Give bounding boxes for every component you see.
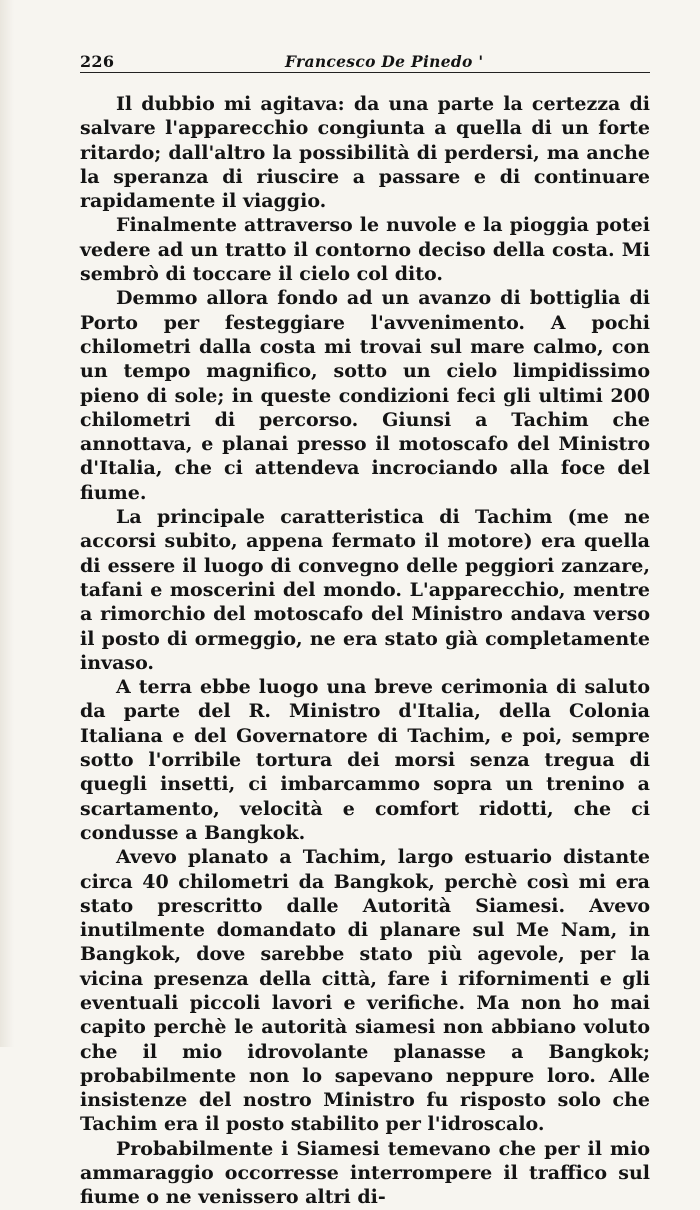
running-title: Francesco De Pinedo ': [285, 52, 484, 71]
paragraph: Avevo planato a Tachim, largo estuario distante circa 40 chilometri da Bangkok, perchè così mi era stato prescritto dalle Autorità Siamesi. Avevo inutilmente domandato di planare sul Me Nam, in Bangkok, dove sarebbe stato più agevole, per la vicina presenza della città, fare i rifornimenti e gli eventuali piccoli lavori e verifiche. Ma non ho mai capito perchè le autorità siamesi non abbiano voluto che il mio idrovolante planasse a Bangkok; probabilmente non lo sapevano neppure loro. Alle insistenze del nostro Ministro fu risposto solo che Tachim era il posto stabilito per l'idroscalo.: [80, 846, 650, 1136]
paragraph: A terra ebbe luogo una breve cerimonia di saluto da parte del R. Ministro d'Italia, della Colonia Italiana e del Governatore di Tachim, e poi, sempre sotto l'orribile tortura dei morsi senza tregua di quegli insetti, ci imbarcammo sopra un trenino a scartamento, velocità e comfort ridotti, che ci condusse a Bangkok.: [80, 676, 650, 844]
paragraph: La principale caratteristica di Tachim (me ne accorsi subito, appena fermato il motore) era quella di essere il luogo di convegno delle peggiori zanzare, tafani e moscerini del mondo. L'apparecchio, mentre a rimorchio del motoscafo del Ministro andava verso il posto di ormeggio, ne era stato già completamente invaso.: [80, 506, 650, 674]
header-rule: [80, 72, 650, 73]
page-number: 226: [80, 52, 115, 71]
paragraph: Il dubbio mi agitava: da una parte la certezza di salvare l'apparecchio congiunta a quella di un forte ritardo; dall'altro la possibilità di perdersi, ma anche la speranza di riuscire a passare e di continuare rapidamente il viaggio.: [80, 93, 650, 213]
running-head: [80, 50, 650, 74]
paragraph: Finalmente attraverso le nuvole e la pioggia potei vedere ad un tratto il contorno deciso della costa. Mi sembrò di toccare il cielo col dito.: [80, 214, 650, 286]
paragraph: Probabilmente i Siamesi temevano che per il mio ammaraggio occorresse interrompere il traffico sul fiume o ne venissero altri di-: [80, 1137, 650, 1209]
paragraph: Demmo allora fondo ad un avanzo di bottiglia di Porto per festeggiare l'avvenimento. A pochi chilometri dalla costa mi trovai sul mare calmo, con un tempo magnifico, sotto un cielo limpidissimo pieno di sole; in queste condizioni feci gli ultimi 200 chilometri di percorso. Giunsi a Tachim che annottava, e planai presso il motoscafo del Ministro d'Italia, che ci attendeva incrociando alla foce del fiume.: [80, 287, 650, 504]
page-edge-shadow: [0, 0, 14, 1047]
body-text: [80, 92, 650, 1210]
